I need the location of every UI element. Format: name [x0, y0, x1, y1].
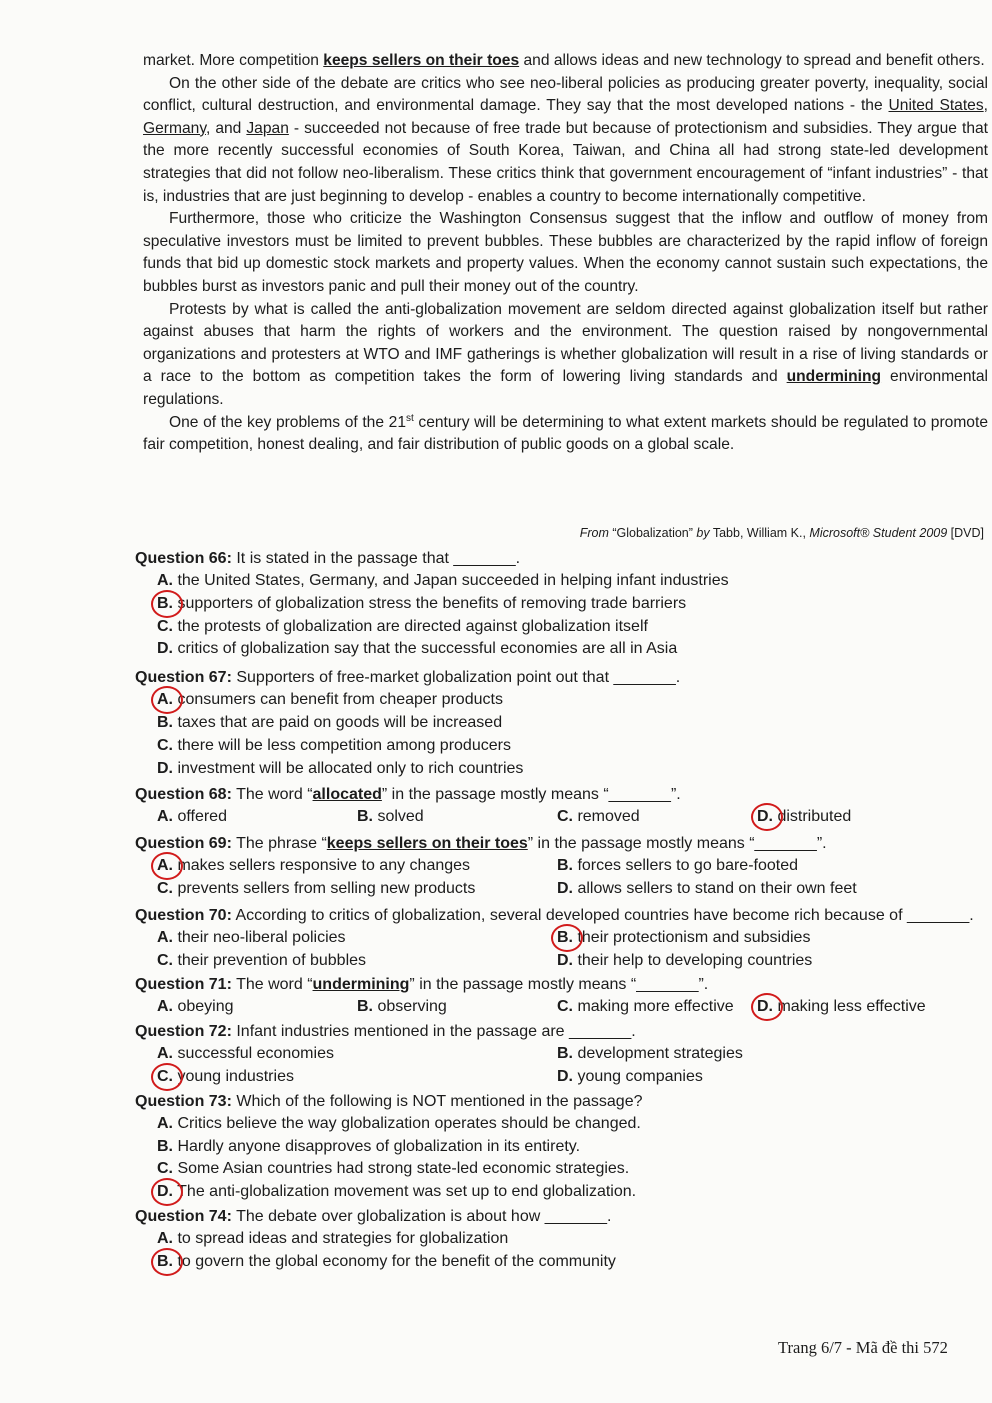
answer-option-d[interactable] [557, 878, 957, 901]
option-list [135, 996, 985, 1019]
option-list [135, 689, 985, 780]
option-text: consumers can benefit from cheaper products [173, 691, 503, 709]
answer-option-a[interactable] [157, 1043, 557, 1066]
answer-option-a[interactable] [157, 855, 557, 878]
selected-answer-circle: D. [757, 806, 773, 829]
question-label: Question 72: [135, 1023, 232, 1041]
option-letter: A. [157, 928, 173, 946]
passage-paragraph-3: Furthermore, those who criticize the Washington Consensus suggest that the inflow and outflow of money from speculative investors must be limited to prevent bubbles. These bubbles are characterized by the rapid inflow of foreign funds that bid up domestic stock markets and property values. When the economy cannot sustain such expectations, the bubbles burst as investors panic and pull their money out of the country. [143, 210, 988, 295]
selected-answer-circle: B. [157, 593, 173, 616]
option-letter: B. [157, 713, 173, 731]
option-letter: A. [157, 808, 173, 826]
option-letter: C. [157, 1160, 173, 1178]
question-label: Question 74: [135, 1207, 232, 1225]
option-text: investment will be allocated only to rich countries [173, 759, 524, 777]
question-66 [135, 548, 985, 661]
option-letter: C. [557, 808, 573, 826]
option-letter: D. [557, 879, 573, 897]
question-stem: Question 66: It is stated in the passage that _______. [135, 550, 521, 567]
option-text: making less effective [773, 998, 926, 1016]
answer-option-b[interactable] [557, 1043, 957, 1066]
question-label: Question 68: [135, 786, 232, 804]
option-letter: C. [557, 998, 573, 1016]
option-text: solved [373, 808, 424, 826]
option-text: observing [373, 998, 447, 1016]
answer-option-c[interactable] [157, 878, 557, 901]
answer-option-a[interactable] [157, 1113, 985, 1136]
option-text: young industries [173, 1067, 294, 1085]
option-row [135, 878, 985, 901]
question-label: Question 71: [135, 976, 232, 994]
answer-option-b[interactable] [157, 593, 985, 616]
option-text: The anti-globalization movement was set up to end globalization. [173, 1183, 637, 1201]
option-text: prevents sellers from selling new products [173, 879, 476, 897]
reading-passage [143, 50, 988, 457]
answer-option-b[interactable] [157, 712, 985, 735]
answer-option-a[interactable] [157, 806, 357, 829]
option-text: development strategies [573, 1045, 743, 1063]
option-row [135, 1066, 985, 1089]
option-letter: A. [157, 572, 173, 589]
option-list [135, 1113, 985, 1204]
option-text: their prevention of bubbles [173, 951, 367, 969]
question-72 [135, 1021, 985, 1089]
option-row [135, 1043, 985, 1066]
question-stem: Question 74: The debate over globalization is about how _______. [135, 1207, 612, 1225]
question-target-word: undermining [312, 976, 410, 994]
option-letter: B. [557, 857, 573, 875]
answer-option-b[interactable] [157, 1136, 985, 1159]
selected-answer-circle: A. [157, 855, 173, 878]
selected-answer-circle: D. [157, 1181, 173, 1204]
selected-answer-circle: C. [157, 1066, 173, 1089]
answer-option-a[interactable] [157, 570, 985, 593]
answer-option-c[interactable] [157, 735, 985, 758]
option-text: makes sellers responsive to any changes [173, 857, 471, 875]
option-text: allows sellers to stand on their own feet [573, 879, 857, 897]
option-letter: B. [357, 998, 373, 1016]
question-71 [135, 974, 985, 1019]
selected-answer-circle: A. [157, 689, 173, 712]
question-stem: Question 70: According to critics of globalization, several developed countries have become rich because of _______. [135, 906, 974, 924]
passage-paragraph-5: One of the key problems of the 21st century will be determining to what extent markets should be regulated to promote fair competition, honest dealing, and fair distribution of public goods on a global scale. [143, 412, 988, 454]
option-letter: D. [157, 759, 173, 777]
option-letter: A. [157, 998, 173, 1016]
question-67 [135, 667, 985, 780]
option-letter: D. [157, 640, 173, 658]
question-stem: Question 71: The word “undermining” in the passage mostly means “_______”. [135, 976, 709, 994]
passage-paragraph-1: market. More competition keeps sellers on their toes and allows ideas and new technology to spread and benefit others. [143, 52, 985, 69]
question-stem: Question 69: The phrase “keeps sellers on their toes” in the passage mostly means “_______”. [135, 835, 827, 853]
option-text: the protests of globalization are directed against globalization itself [173, 617, 648, 635]
option-row [135, 950, 985, 973]
question-stem: Question 68: The word “allocated” in the passage mostly means “_______”. [135, 786, 681, 804]
question-68 [135, 784, 985, 829]
option-list [135, 806, 985, 829]
answer-option-d[interactable] [557, 1066, 957, 1089]
passage-phrase-keeps-sellers: keeps sellers on their toes [323, 52, 520, 69]
option-letter: B. [357, 808, 373, 826]
answer-option-a[interactable] [157, 689, 985, 712]
question-stem: Question 67: Supporters of free-market globalization point out that _______. [135, 669, 681, 687]
question-stem: Question 73: Which of the following is NOT mentioned in the passage? [135, 1092, 643, 1110]
passage-source: From “Globalization” by Tabb, William K., Microsoft® Student 2009 [DVD] [579, 526, 984, 540]
question-69 [135, 833, 985, 901]
question-label: Question 73: [135, 1092, 232, 1110]
option-letter: D. [557, 1067, 573, 1085]
answer-option-d[interactable] [157, 638, 985, 661]
answer-option-c[interactable] [157, 1158, 985, 1181]
passage-paragraph-2: On the other side of the debate are critics who see neo-liberal policies as producing greater poverty, inequality, social conflict, cultural destruction, and environmental damage. They say that the most developed nations - the United States, Germany, and Japan - succeeded not because of free trade but because of protectionism and subsidies. They argue that the more recently successful economies of South Korea, Taiwan, and China all had strong state-led development strategies that did not follow neo-liberalism. These critics think that government encouragement of “infant industries” - that is, industries that are just beginning to develop - enables a country to become internationally competitive. [143, 74, 988, 205]
question-73 [135, 1091, 985, 1204]
option-text: supporters of globalization stress the benefits of removing trade barriers [173, 594, 687, 612]
option-text: successful economies [173, 1045, 334, 1063]
answer-option-d[interactable] [757, 996, 957, 1019]
question-target-word: keeps sellers on their toes [326, 835, 528, 853]
passage-paragraph-4: Protests by what is called the anti-globalization movement are seldom directed against globalization itself but rather against abuses that harm the rights of workers and the environment. The question raised by nongovernmental organizations and protesters at WTO and IMF gatherings is whether globalization will result in a rise of living standards or a race to the bottom as competition takes the form of lowering living standards and undermining environmental regulations. [143, 300, 988, 408]
option-text: the United States, Germany, and Japan succeeded in helping infant industries [173, 572, 729, 589]
answer-option-c[interactable] [157, 950, 557, 973]
option-text: distributed [773, 808, 852, 826]
option-text: Some Asian countries had strong state-led economic strategies. [173, 1160, 630, 1178]
option-text: their help to developing countries [573, 951, 813, 969]
option-text: making more effective [573, 998, 734, 1016]
option-text: taxes that are paid on goods will be increased [173, 713, 503, 731]
question-label: Question 67: [135, 669, 232, 687]
option-text: Critics believe the way globalization operates should be changed. [173, 1114, 641, 1132]
selected-answer-circle: D. [757, 996, 773, 1019]
answer-option-b[interactable] [157, 1251, 985, 1274]
question-target-word: allocated [312, 786, 382, 804]
option-text: to spread ideas and strategies for globalization [173, 1229, 509, 1247]
option-text: there will be less competition among producers [173, 736, 511, 754]
question-label: Question 66: [135, 550, 232, 567]
option-text: critics of globalization say that the successful economies are all in Asia [173, 640, 678, 658]
option-list [135, 570, 985, 661]
option-text: forces sellers to go bare-footed [573, 857, 799, 875]
option-row [135, 927, 985, 950]
answer-option-c[interactable] [157, 616, 985, 639]
selected-answer-circle: B. [557, 927, 573, 950]
selected-answer-circle: B. [157, 1251, 173, 1274]
option-letter: C. [157, 879, 173, 897]
option-letter: B. [157, 1137, 173, 1155]
answer-option-b[interactable] [357, 996, 557, 1019]
option-text: obeying [173, 998, 234, 1016]
answer-option-a[interactable] [157, 927, 557, 950]
option-text: Hardly anyone disapproves of globalization in its entirety. [173, 1137, 581, 1155]
question-stem: Question 72: Infant industries mentioned in the passage are _______. [135, 1023, 636, 1041]
option-text: young companies [573, 1067, 703, 1085]
answer-option-b[interactable] [557, 927, 957, 950]
answer-option-c[interactable] [157, 1066, 557, 1089]
answer-option-a[interactable] [157, 1228, 985, 1251]
page-footer: Trang 6/7 - Mã đề thi 572 [778, 1338, 948, 1357]
option-text: their protectionism and subsidies [573, 928, 811, 946]
question-label: Question 69: [135, 835, 232, 853]
question-label: Question 70: [135, 906, 232, 924]
question-74 [135, 1206, 985, 1274]
option-list [135, 1228, 985, 1274]
option-text: offered [173, 808, 227, 826]
answer-option-c[interactable] [557, 996, 757, 1019]
option-letter: B. [557, 1045, 573, 1063]
option-letter: C. [157, 951, 173, 969]
answer-option-b[interactable] [357, 806, 557, 829]
option-letter: C. [157, 736, 173, 754]
answer-option-d[interactable] [557, 950, 957, 973]
answer-option-b[interactable] [557, 855, 957, 878]
option-text: their neo-liberal policies [173, 928, 346, 946]
answer-option-d[interactable] [157, 758, 985, 781]
answer-option-a[interactable] [157, 996, 357, 1019]
option-text: to govern the global economy for the benefit of the community [173, 1252, 616, 1270]
option-letter: A. [157, 1045, 173, 1063]
question-70 [135, 905, 985, 973]
option-letter: C. [157, 617, 173, 635]
option-text: removed [573, 808, 640, 826]
option-letter: D. [557, 951, 573, 969]
answer-option-d[interactable] [157, 1181, 985, 1204]
question-list [135, 548, 985, 1274]
passage-word-undermining: undermining [786, 368, 882, 386]
answer-option-c[interactable] [557, 806, 757, 829]
answer-option-d[interactable] [757, 806, 957, 829]
option-letter: A. [157, 1114, 173, 1132]
option-row [135, 855, 985, 878]
option-letter: A. [157, 1229, 173, 1247]
